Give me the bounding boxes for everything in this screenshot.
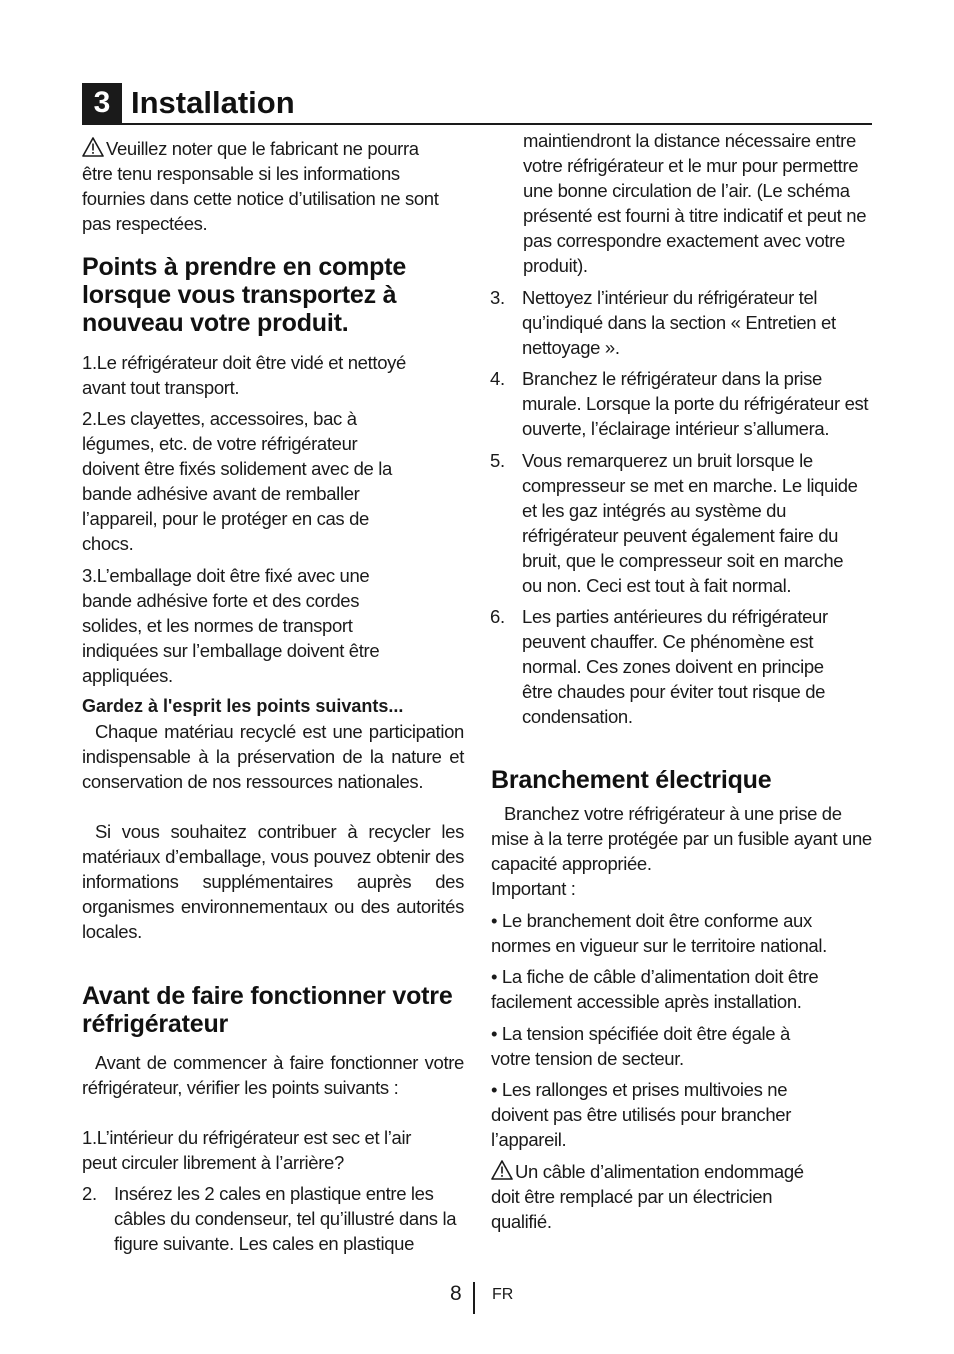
list-text: Les parties antérieures du réfrigérateur peuvent chauffer. Ce phénomène est normal. Ces zones doivent en principe être chaudes pour éviter tout risque de condensation. <box>522 606 828 727</box>
before-use-intro: Avant de commencer à faire fonctionner votre réfrigérateur, vérifier les points suivants : <box>82 1052 464 1098</box>
before-use-item-5 <box>490 448 874 608</box>
list-number: 2. <box>82 1183 97 1204</box>
list-text: Nettoyez l’intérieur du réfrigérateur tel qu’indiqué dans la section « Entretien et nettoyage ». <box>522 287 836 358</box>
intro-warning-text: Veuillez noter que le fabricant ne pourra être tenu responsable si les informations fournies dans cette notice d’utilisation ne sont pas respectées. <box>82 138 439 234</box>
intro-warning <box>82 136 442 236</box>
electrical-bullet-1: • Le branchement doit être conforme aux normes en vigueur sur le territoire national. <box>491 910 827 956</box>
before-use-item-1: 1.L’intérieur du réfrigérateur est sec et l’air peut circuler librement à l’arrière? <box>82 1127 412 1173</box>
section-divider <box>82 123 872 125</box>
electrical-bullet-2: • La fiche de câble d’alimentation doit être facilement accessible après installation. <box>491 966 819 1012</box>
section-number-badge: 3 <box>82 83 122 123</box>
electrical-heading: Branchement électrique <box>491 766 772 794</box>
list-text: Branchez le réfrigérateur dans la prise murale. Lorsque la porte du réfrigérateur est ouverte, l’éclairage intérieur s’allumera. <box>522 368 869 439</box>
before-use-heading: Avant de faire fonctionner votre réfrigérateur <box>82 982 453 1038</box>
electrical-warning-text: Un câble d’alimentation endommagé doit être remplacé par un électricien qualifié. <box>491 1161 804 1232</box>
list-number: 5. <box>490 450 505 471</box>
before-use-item-2-continued: maintiendront la distance nécessaire entre votre réfrigérateur et le mur pour permettre une bonne circulation de l’air. (Le schéma présenté est fourni à titre indicatif et peut ne pas correspondre exactement avec votre produit). <box>523 130 867 276</box>
section-title: Installation <box>131 85 295 120</box>
before-use-item-3 <box>490 285 874 365</box>
electrical-intro: Branchez votre réfrigérateur à une prise de mise à la terre protégée par un fusible ayant une capacité appropriée. <box>491 803 872 874</box>
before-use-item-2-text: Insérez les 2 cales en plastique entre les câbles du condenseur, tel qu’illustré dans la figure suivante. Les cales en plastique <box>114 1183 457 1254</box>
electrical-warning <box>491 1159 826 1234</box>
electrical-bullet-3: • La tension spécifiée doit être égale à votre tension de secteur. <box>491 1023 790 1069</box>
electrical-important-label: Important : <box>491 878 576 899</box>
footer-divider <box>473 1282 475 1314</box>
remember-heading: Gardez à l'esprit les points suivants... <box>82 696 404 716</box>
list-number: 6. <box>490 606 505 627</box>
before-use-item-6 <box>490 604 874 734</box>
transport-heading: Points à prendre en compte lorsque vous transportez à nouveau votre produit. <box>82 253 407 337</box>
transport-item-2: 2.Les clayettes, accessoires, bac à légumes, etc. de votre réfrigérateur doivent être fixés solidement avec de la bande adhésive avant de remballer l’appareil, pour le protéger en cas de chocs. <box>82 408 392 554</box>
electrical-bullet-4: • Les rallonges et prises multivoies ne doivent pas être utilisés pour brancher l’appareil. <box>491 1079 792 1150</box>
language-code: FR <box>492 1286 514 1303</box>
page-number: 8 <box>450 1282 462 1305</box>
before-use-item-4 <box>490 366 874 446</box>
list-text: Vous remarquerez un bruit lorsque le compresseur se met en marche. Le liquide et les gaz intégrés au système du réfrigérateur peuvent également faire du bruit, que le compresseur soit en marche ou non. Ceci est tout à fait normal. <box>522 450 858 596</box>
list-number: 4. <box>490 368 505 389</box>
remember-paragraph-1: Chaque matériau recyclé est une participation indispensable à la préservation de la nature et conservation de nos ressources nationales. <box>82 721 464 792</box>
list-number: 3. <box>490 287 505 308</box>
transport-item-1: 1.Le réfrigérateur doit être vidé et nettoyé avant tout transport. <box>82 352 406 398</box>
remember-paragraph-2: Si vous souhaitez contribuer à recycler les matériaux d’emballage, vous pouvez obtenir des informations supplémentaires auprès des organismes environnementaux ou des autorités locales. <box>82 821 464 942</box>
warning-triangle-icon <box>491 1160 513 1180</box>
before-use-item-2 <box>82 1181 464 1261</box>
warning-triangle-icon <box>82 137 104 157</box>
transport-item-3: 3.L’emballage doit être fixé avec une bande adhésive forte et des cordes solides, et les normes de transport indiquées sur l’emballage doivent être appliquées. <box>82 565 380 686</box>
